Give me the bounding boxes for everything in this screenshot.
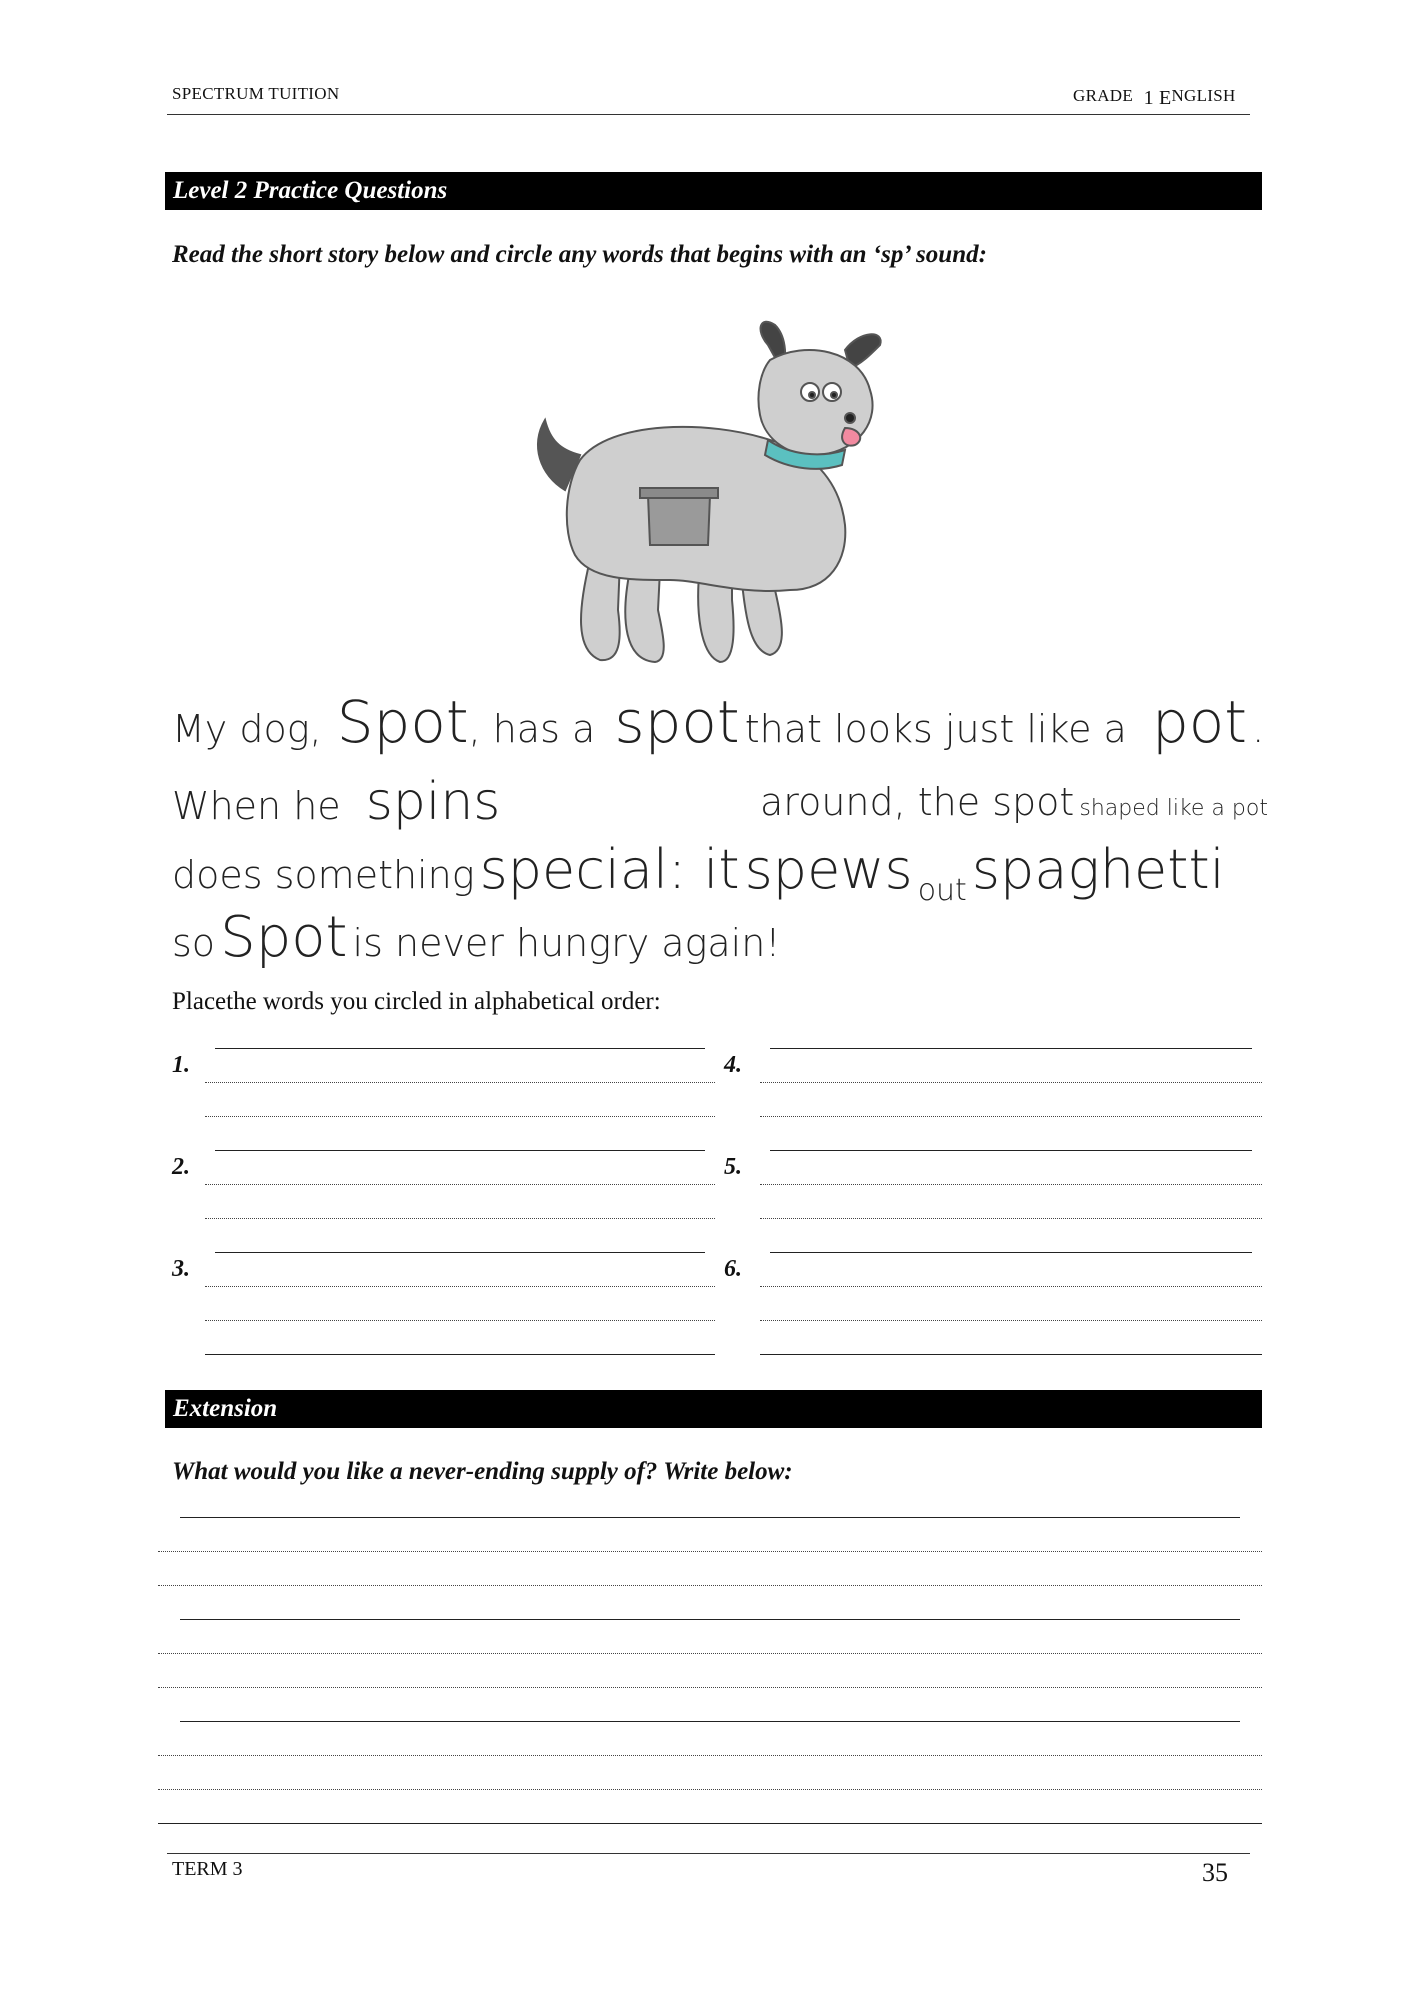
story-word: Spot [220, 905, 348, 970]
writing-guide [158, 1551, 1262, 1552]
extension-title-bar: Extension [165, 1390, 1262, 1428]
dog-illustration [520, 310, 900, 680]
answer-base [205, 1354, 715, 1355]
order-prompt: Placethe words you circled in alphabetical order: [172, 988, 661, 1015]
writing-line[interactable] [180, 1721, 1240, 1722]
story-line-3 [172, 838, 1225, 908]
answer-guide [760, 1116, 1262, 1117]
header-subject-rest: NGLISH [1171, 86, 1236, 105]
story-word: . [1252, 707, 1265, 751]
extension-instruction: What would you like a never-ending supply of? Write below: [172, 1458, 793, 1485]
story-word: My dog, [172, 707, 322, 751]
answer-number: 4. [724, 1052, 742, 1078]
answer-guide [205, 1320, 715, 1321]
page-number: 35 [1202, 1858, 1228, 1887]
section-instruction: Read the short story below and circle any words that begins with an ‘sp’ sound: [172, 241, 987, 268]
story-word: does something [172, 853, 475, 897]
header-rule [167, 114, 1250, 115]
story-word: : it [668, 838, 740, 901]
story-line-2 [172, 772, 500, 832]
story-word: pot [1151, 688, 1247, 756]
answer-guide [205, 1218, 715, 1219]
answer-guide [760, 1286, 1262, 1287]
writing-base [158, 1823, 1262, 1824]
story-line-4 [172, 905, 781, 970]
story-word: that looks just like a [744, 707, 1127, 751]
story-line-1 [172, 688, 1264, 758]
story-word: When he [172, 784, 341, 828]
story-word: special [479, 838, 669, 901]
answer-line-3[interactable] [215, 1252, 705, 1253]
writing-guide [158, 1755, 1262, 1756]
story-word: spins [365, 772, 501, 832]
story-word: around, the spot [760, 780, 1075, 824]
story-word: shaped like a pot [1079, 796, 1268, 821]
pot-icon [648, 495, 710, 545]
writing-line[interactable] [180, 1517, 1240, 1518]
answer-line-6[interactable] [770, 1252, 1252, 1253]
header-left: SPECTRUM TUITION [172, 84, 340, 103]
answer-guide [205, 1184, 715, 1185]
story-word: spot [614, 688, 740, 756]
answer-guide [205, 1116, 715, 1117]
writing-guide [158, 1687, 1262, 1688]
story-word: out [917, 873, 967, 908]
answer-guide [760, 1218, 1262, 1219]
answer-guide [760, 1320, 1262, 1321]
section-title-bar: Level 2 Practice Questions [165, 172, 1262, 210]
writing-guide [158, 1653, 1262, 1654]
story-line-2b [760, 780, 1268, 824]
answer-line-1[interactable] [215, 1048, 705, 1049]
answer-guide [205, 1082, 715, 1083]
answer-line-2[interactable] [215, 1150, 705, 1151]
answer-number: 2. [172, 1154, 190, 1180]
writing-line[interactable] [180, 1619, 1240, 1620]
header-grade-num: 1 [1143, 87, 1154, 109]
writing-guide [158, 1789, 1262, 1790]
answer-guide [205, 1286, 715, 1287]
story-word: , has a [468, 707, 596, 751]
answer-number: 5. [724, 1154, 742, 1180]
answer-line-5[interactable] [770, 1150, 1252, 1151]
footer-rule [167, 1853, 1250, 1854]
answer-number: 6. [724, 1256, 742, 1282]
writing-guide [158, 1585, 1262, 1586]
footer-term: TERM 3 [172, 1858, 243, 1880]
answer-number: 3. [172, 1256, 190, 1282]
story-word: spews [744, 838, 913, 901]
header-subject-initial: E [1158, 87, 1172, 109]
answer-guide [760, 1184, 1262, 1185]
header-right [1073, 84, 1236, 107]
answer-base [760, 1354, 1262, 1355]
answer-number: 1. [172, 1052, 190, 1078]
story-word: is never hungry again! [352, 921, 781, 965]
story-word: so [172, 921, 216, 965]
dog-leg [625, 570, 663, 662]
story-word: Spot [336, 688, 469, 756]
answer-line-4[interactable] [770, 1048, 1252, 1049]
story-word: spaghetti [971, 838, 1225, 901]
answer-guide [760, 1082, 1262, 1083]
header-grade: GRADE [1073, 86, 1134, 105]
